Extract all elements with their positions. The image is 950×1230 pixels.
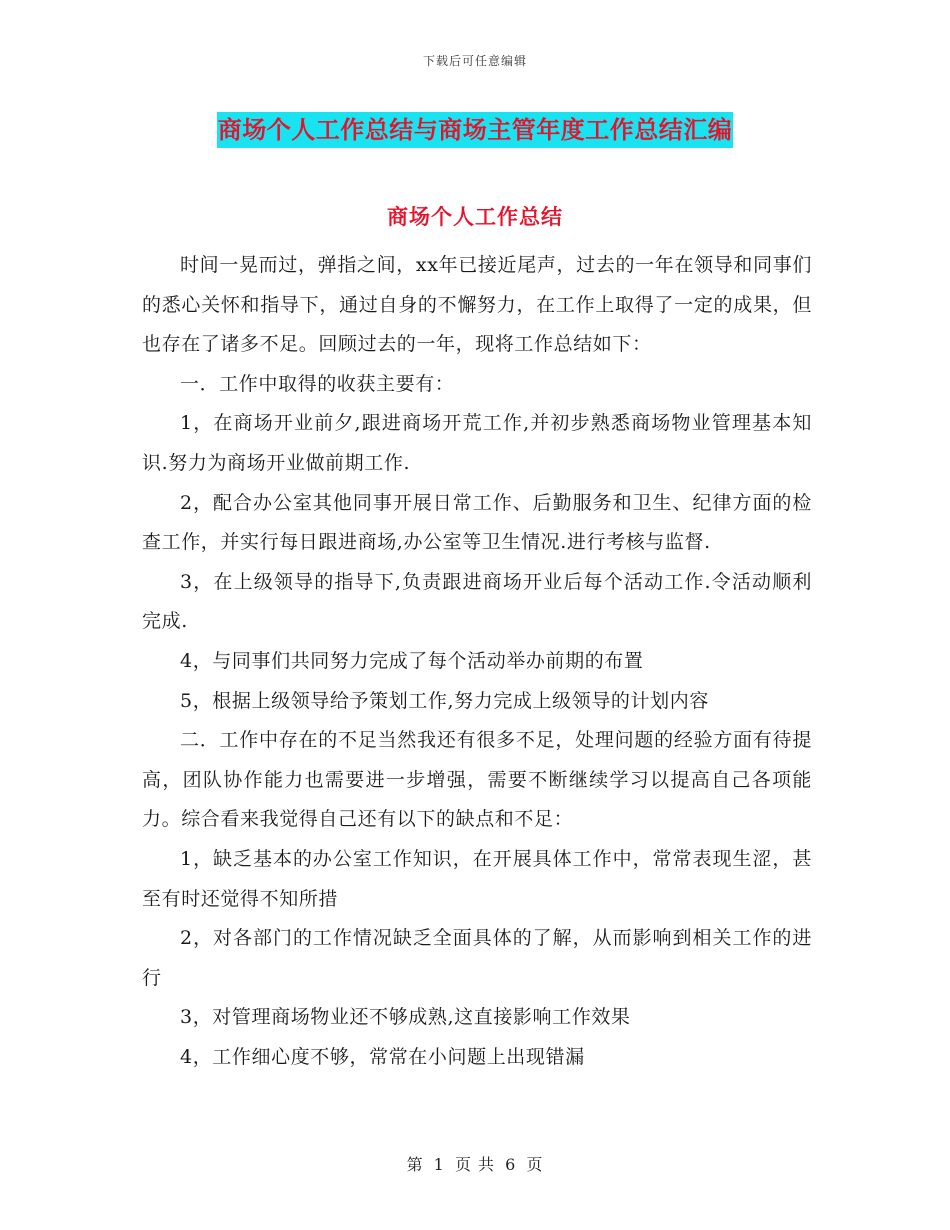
- page-footer: [0, 1152, 950, 1175]
- header-note: 下载后可任意编辑: [422, 54, 527, 68]
- paragraph: 1，在商场开业前夕,跟进商场开荒工作,并初步熟悉商场物业管理基本知识.努力为商场开业做前期工作.: [142, 412, 812, 474]
- main-title: 商场个人工作总结与商场主管年度工作总结汇编: [217, 112, 734, 148]
- main-title-container: [0, 112, 950, 148]
- footer-middle: 页 共: [454, 1155, 496, 1174]
- paragraph: 2，对各部门的工作情况缺乏全面具体的了解，从而影响到相关工作的进行: [142, 927, 812, 989]
- section-title: 商场个人工作总结: [387, 204, 563, 229]
- paragraph: 2，配合办公室其他同事开展日常工作、后勤服务和卫生、纪律方面的检查工作，并实行每日跟进商场,办公室等卫生情况.进行考核与监督.: [142, 491, 812, 554]
- paragraph: 4，工作细心度不够，常常在小问题上出现错漏: [180, 1045, 585, 1068]
- document-body: [142, 246, 812, 1077]
- paragraph: 4，与同事们共同努力完成了每个活动举办前期的布置: [180, 649, 644, 672]
- paragraph: 3，对管理商场物业还不够成熟,这直接影响工作效果: [180, 1006, 631, 1029]
- footer-page-number: 1: [433, 1155, 445, 1174]
- paragraph: 3，在上级领导的指导下,负责跟进商场开业后每个活动工作.令活动顺利完成.: [142, 570, 812, 633]
- paragraph: 时间一晃而过，弹指之间，xx年已接近尾声，过去的一年在领导和同事们的悉心关怀和指导下，通过自身的不懈努力，在工作上取得了一定的成果，但也存在了诸多不足。回顾过去的一年，现将工作总结如下：: [142, 254, 812, 356]
- footer-total-pages: 6: [505, 1155, 517, 1174]
- paragraph: 一．工作中取得的收获主要有：: [180, 372, 455, 395]
- paragraph: 二．工作中存在的不足当然我还有很多不足，处理问题的经验方面有待提高，团队协作能力也需要进一步增强，需要不断继续学习以提高自己各项能力。综合看来我觉得自己还有以下的缺点和不足：: [142, 729, 812, 831]
- footer-prefix: 第: [406, 1155, 424, 1174]
- paragraph: 5，根据上级领导给予策划工作,努力完成上级领导的计划内容: [180, 689, 709, 712]
- footer-suffix: 页: [526, 1155, 544, 1174]
- paragraph: 1，缺乏基本的办公室工作知识，在开展具体工作中，常常表现生涩，甚至有时还觉得不知所措: [142, 847, 812, 910]
